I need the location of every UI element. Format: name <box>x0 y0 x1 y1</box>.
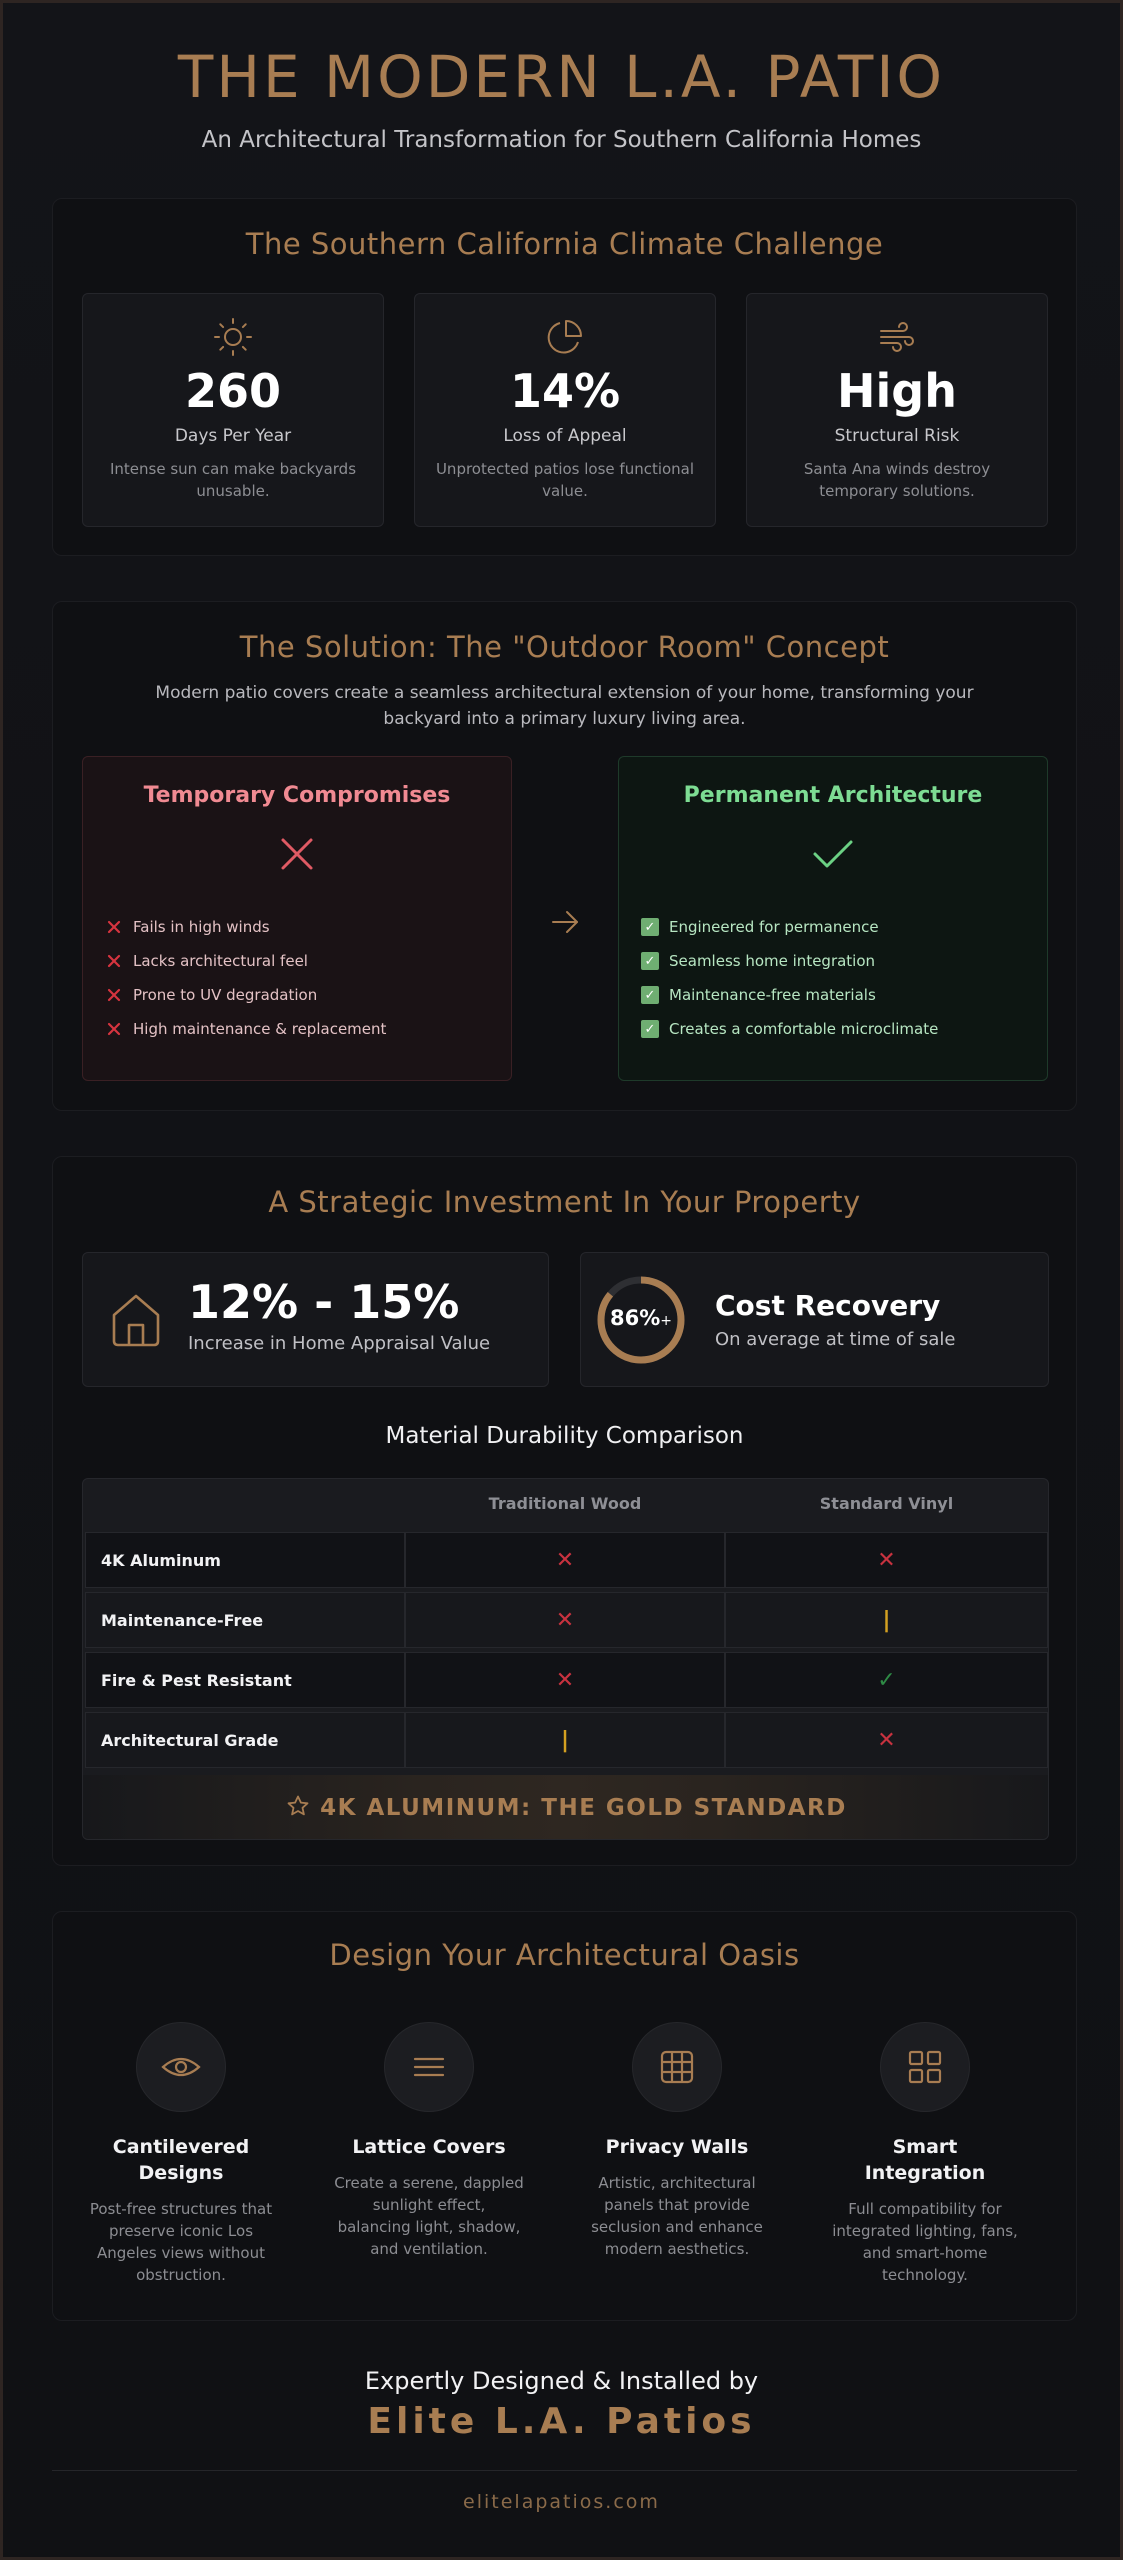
investment-title: A Strategic Investment In Your Property <box>268 1185 861 1219</box>
x-mark-icon: ✕ <box>555 1608 575 1633</box>
x-mark-icon <box>105 1020 123 1038</box>
star-icon <box>286 1778 310 1840</box>
footer-divider <box>52 2470 1077 2471</box>
stat-description: Unprotected patios lose functional value. <box>435 460 695 500</box>
table-row <box>85 1592 1048 1650</box>
x-mark-icon <box>105 918 123 936</box>
feature-description: Post-free structures that preserve iconic Los Angeles views without obstruction. <box>89 2200 273 2284</box>
list-item <box>105 944 511 978</box>
x-mark-icon: ✕ <box>877 1728 896 1753</box>
checkbox-check-icon: ✓ <box>641 918 659 936</box>
x-mark-icon <box>105 952 123 970</box>
feature-cantilevered <box>86 2022 276 2286</box>
design-title: Design Your Architectural Oasis <box>329 1938 800 1972</box>
list-item <box>641 978 1047 1012</box>
row-label: Fire & Pest Resistant <box>85 1652 405 1708</box>
stat-value: 260 <box>184 364 282 418</box>
checkbox-check-icon: ✓ <box>641 952 659 970</box>
temporary-list <box>105 910 511 1046</box>
stat-label: Loss of Appeal <box>503 426 627 446</box>
footer-tagline: Expertly Designed & Installed by <box>364 2367 759 2395</box>
rating-cell <box>725 1652 1048 1708</box>
list-item-text: Prone to UV degradation <box>133 986 318 1004</box>
investment-section <box>52 1156 1077 1866</box>
eye-icon <box>136 2022 226 2112</box>
row-label: 4K Aluminum <box>85 1532 405 1588</box>
footer-url-link[interactable]: elitelapatios.com <box>463 2491 660 2513</box>
cost-recovery-title: Cost Recovery <box>715 1289 941 1322</box>
solution-section <box>52 601 1077 1111</box>
feature-description: Artistic, architectural panels that provide seclusion and enhance modern aesthetics. <box>591 2174 763 2258</box>
cost-recovery-percent: 86%+ <box>610 1306 672 1330</box>
feature-title: Privacy Walls <box>605 2136 749 2158</box>
design-section <box>52 1911 1077 2321</box>
table-row <box>85 1712 1048 1770</box>
check-mark-icon: ✓ <box>877 1668 896 1693</box>
temporary-compromises-card <box>82 756 512 1081</box>
stat-description: Intense sun can make backyards unusable. <box>109 460 357 500</box>
feature-privacy-walls <box>582 2022 772 2260</box>
list-item <box>105 978 511 1012</box>
page-header <box>3 43 1120 153</box>
durability-table <box>82 1478 1049 1840</box>
list-item-text: Maintenance-free materials <box>669 986 876 1004</box>
feature-description: Full compatibility for integrated lighting, fans, and smart-home technology. <box>832 2200 1018 2284</box>
permanent-title: Permanent Architecture <box>683 783 983 808</box>
table-row <box>85 1532 1048 1590</box>
feature-smart-integration <box>830 2022 1020 2286</box>
rating-cell <box>725 1532 1048 1588</box>
feature-title: Cantilevered Designs <box>112 2136 250 2184</box>
footer-brand: Elite L.A. Patios <box>367 2401 756 2442</box>
page-title: THE MODERN L.A. PATIO <box>177 43 946 111</box>
grid-panel-icon <box>632 2022 722 2112</box>
plus-sign: + <box>660 1313 672 1329</box>
stat-label: Days Per Year <box>174 426 292 446</box>
row-label: Maintenance-Free <box>85 1592 405 1648</box>
smart-grid-icon <box>880 2022 970 2112</box>
checkbox-check-icon: ✓ <box>641 1020 659 1038</box>
checkbox-check-icon: ✓ <box>641 986 659 1004</box>
solution-description: Modern patio covers create a seamless architectural extension of your home, transforming your backyard into a primary luxury living area. <box>155 683 974 729</box>
list-item-text: High maintenance & replacement <box>133 1020 387 1038</box>
column-header-wood: Traditional Wood <box>488 1494 642 1513</box>
x-mark-icon: ✕ <box>555 1668 575 1693</box>
list-item-text: Lacks architectural feel <box>133 952 308 970</box>
large-check-icon <box>619 832 1047 880</box>
stat-card-wind <box>746 293 1048 527</box>
appraisal-label: Increase in Home Appraisal Value <box>188 1333 491 1354</box>
list-item-text: Fails in high winds <box>133 918 270 936</box>
list-item <box>641 944 1047 978</box>
list-item-text: Creates a comfortable microclimate <box>669 1020 939 1038</box>
durability-table-title: Material Durability Comparison <box>385 1423 744 1449</box>
row-label: Architectural Grade <box>85 1712 405 1768</box>
stat-card-sun <box>82 293 384 527</box>
x-mark-icon: ✕ <box>877 1548 896 1573</box>
rating-cell <box>405 1652 725 1708</box>
stat-value: High <box>837 364 957 418</box>
climate-title: The Southern California Climate Challenge <box>245 227 884 261</box>
list-item-text: Engineered for permanence <box>669 918 879 936</box>
rating-cell <box>405 1712 725 1768</box>
list-item <box>105 910 511 944</box>
appraisal-card <box>82 1252 549 1387</box>
list-item <box>641 1012 1047 1046</box>
list-item-text: Seamless home integration <box>669 952 876 970</box>
list-item <box>641 910 1047 944</box>
sun-icon <box>83 316 383 358</box>
permanent-list <box>641 910 1047 1046</box>
rating-cell <box>405 1532 725 1588</box>
rating-cell <box>725 1592 1048 1648</box>
stat-card-appeal <box>414 293 716 527</box>
wind-icon <box>747 316 1047 358</box>
appraisal-value: 12% - 15% <box>188 1275 460 1329</box>
arrow-right-icon <box>547 904 583 944</box>
cost-recovery-card <box>580 1252 1049 1387</box>
lattice-icon <box>384 2022 474 2112</box>
list-item <box>105 1012 511 1046</box>
rating-cell <box>405 1592 725 1648</box>
column-header-vinyl: Standard Vinyl <box>819 1494 954 1513</box>
x-mark-icon <box>105 986 123 1004</box>
partial-mark-icon: | <box>882 1608 891 1633</box>
table-row <box>85 1652 1048 1710</box>
stat-label: Structural Risk <box>834 426 960 446</box>
feature-description: Create a serene, dappled sunlight effect, balancing light, shadow, and ventilation. <box>334 2174 524 2258</box>
climate-section <box>52 198 1077 556</box>
gold-standard-text: 4K ALUMINUM: THE GOLD STANDARD <box>320 1795 847 1821</box>
permanent-architecture-card <box>618 756 1048 1081</box>
feature-lattice <box>334 2022 524 2260</box>
partial-mark-icon: | <box>560 1728 570 1753</box>
feature-title: Smart Integration <box>864 2136 986 2184</box>
gold-standard-banner <box>83 1775 1049 1840</box>
stat-description: Santa Ana winds destroy temporary solutions. <box>803 460 991 500</box>
stat-value: 14% <box>509 364 621 418</box>
page-subtitle: An Architectural Transformation for Southern California Homes <box>201 127 922 153</box>
pie-chart-icon <box>415 316 715 358</box>
solution-title: The Solution: The "Outdoor Room" Concept <box>239 630 890 664</box>
cost-recovery-subtitle: On average at time of sale <box>715 1329 956 1350</box>
temporary-title: Temporary Compromises <box>143 783 451 808</box>
x-mark-icon: ✕ <box>555 1548 575 1573</box>
rating-cell <box>725 1712 1048 1768</box>
feature-title: Lattice Covers <box>352 2136 506 2158</box>
large-x-icon <box>83 832 511 880</box>
house-icon <box>109 1291 163 1353</box>
